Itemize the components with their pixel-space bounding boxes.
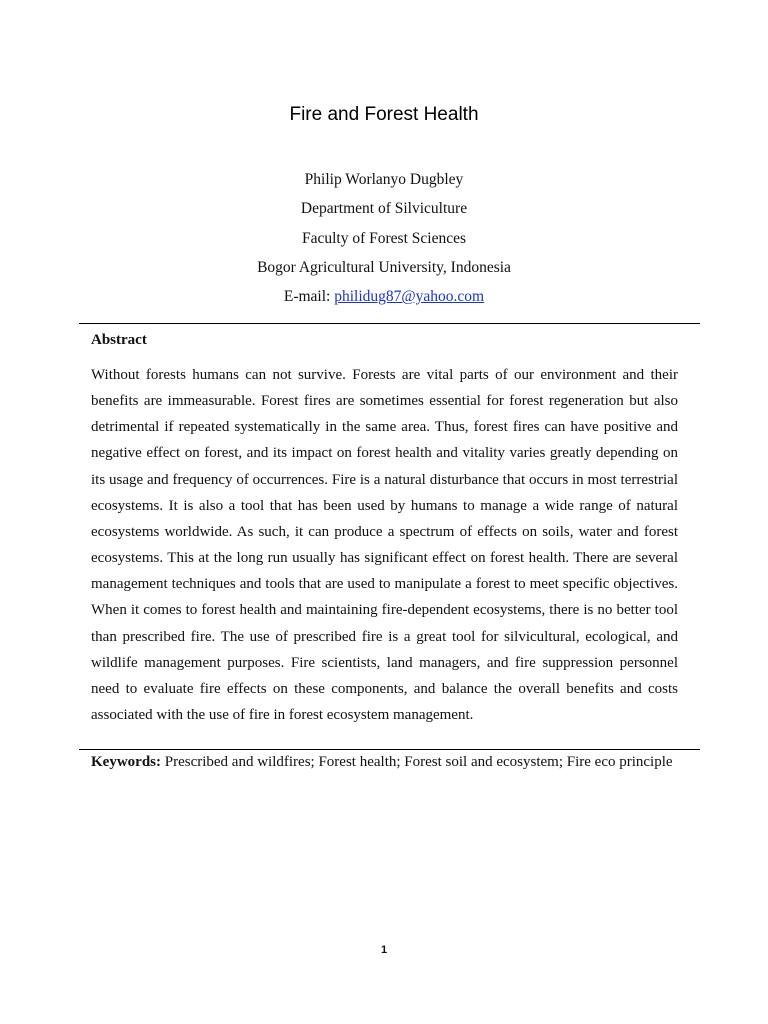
paper-title: Fire and Forest Health <box>289 104 479 125</box>
email-label: E-mail: <box>283 288 335 306</box>
keywords-text: Prescribed and wildfires; Forest health; Forest soil and ecosystem; Fire eco principle <box>161 754 673 770</box>
bottom-divider <box>79 749 700 750</box>
top-divider <box>79 323 700 324</box>
author-department: Department of Silviculture <box>300 200 468 218</box>
keywords-line <box>91 752 691 772</box>
page-number: 1 <box>380 944 388 956</box>
author-block <box>0 165 768 311</box>
abstract-body: Without forests humans can not survive. Forests are vital parts of our environment and their benefits are immeasurable. Forest fires are sometimes essential for forest regeneration but also detrimental if repeated systematically in the same area. Thus, forest fires can have positive and negative effect on forest, and its impact on forest health and vitality varies greatly depending on its usage and frequency of occurrences. Fire is a natural disturbance that occurs in most terrestrial ecosystems. It is also a tool that has been used by humans to manage a wide range of natural ecosystems worldwide. As such, it can produce a spectrum of effects on soils, water and forest ecosystems. This at the long run usually has significant effect on forest health. There are several management techniques and tools that are used to manipulate a forest to meet specific objectives. When it comes to forest health and maintaining fire-dependent ecosystems, there is no better tool than prescribed fire. The use of prescribed fire is a great tool for silvicultural, ecological, and wildlife management purposes. Fire scientists, land managers, and fire suppression personnel need to evaluate fire effects on these components, and balance the overall benefits and costs associated with the use of fire in forest ecosystem management. <box>91 367 678 724</box>
author-faculty: Faculty of Forest Sciences <box>301 229 466 247</box>
keywords-label: Keywords: <box>91 754 161 770</box>
abstract-heading: Abstract <box>91 332 147 348</box>
email-link[interactable]: philidug87@yahoo.com <box>334 288 485 306</box>
author-university: Bogor Agricultural University, Indonesia <box>257 258 511 276</box>
author-name: Philip Worlanyo Dugbley <box>304 171 464 188</box>
author-email-line <box>0 282 768 311</box>
